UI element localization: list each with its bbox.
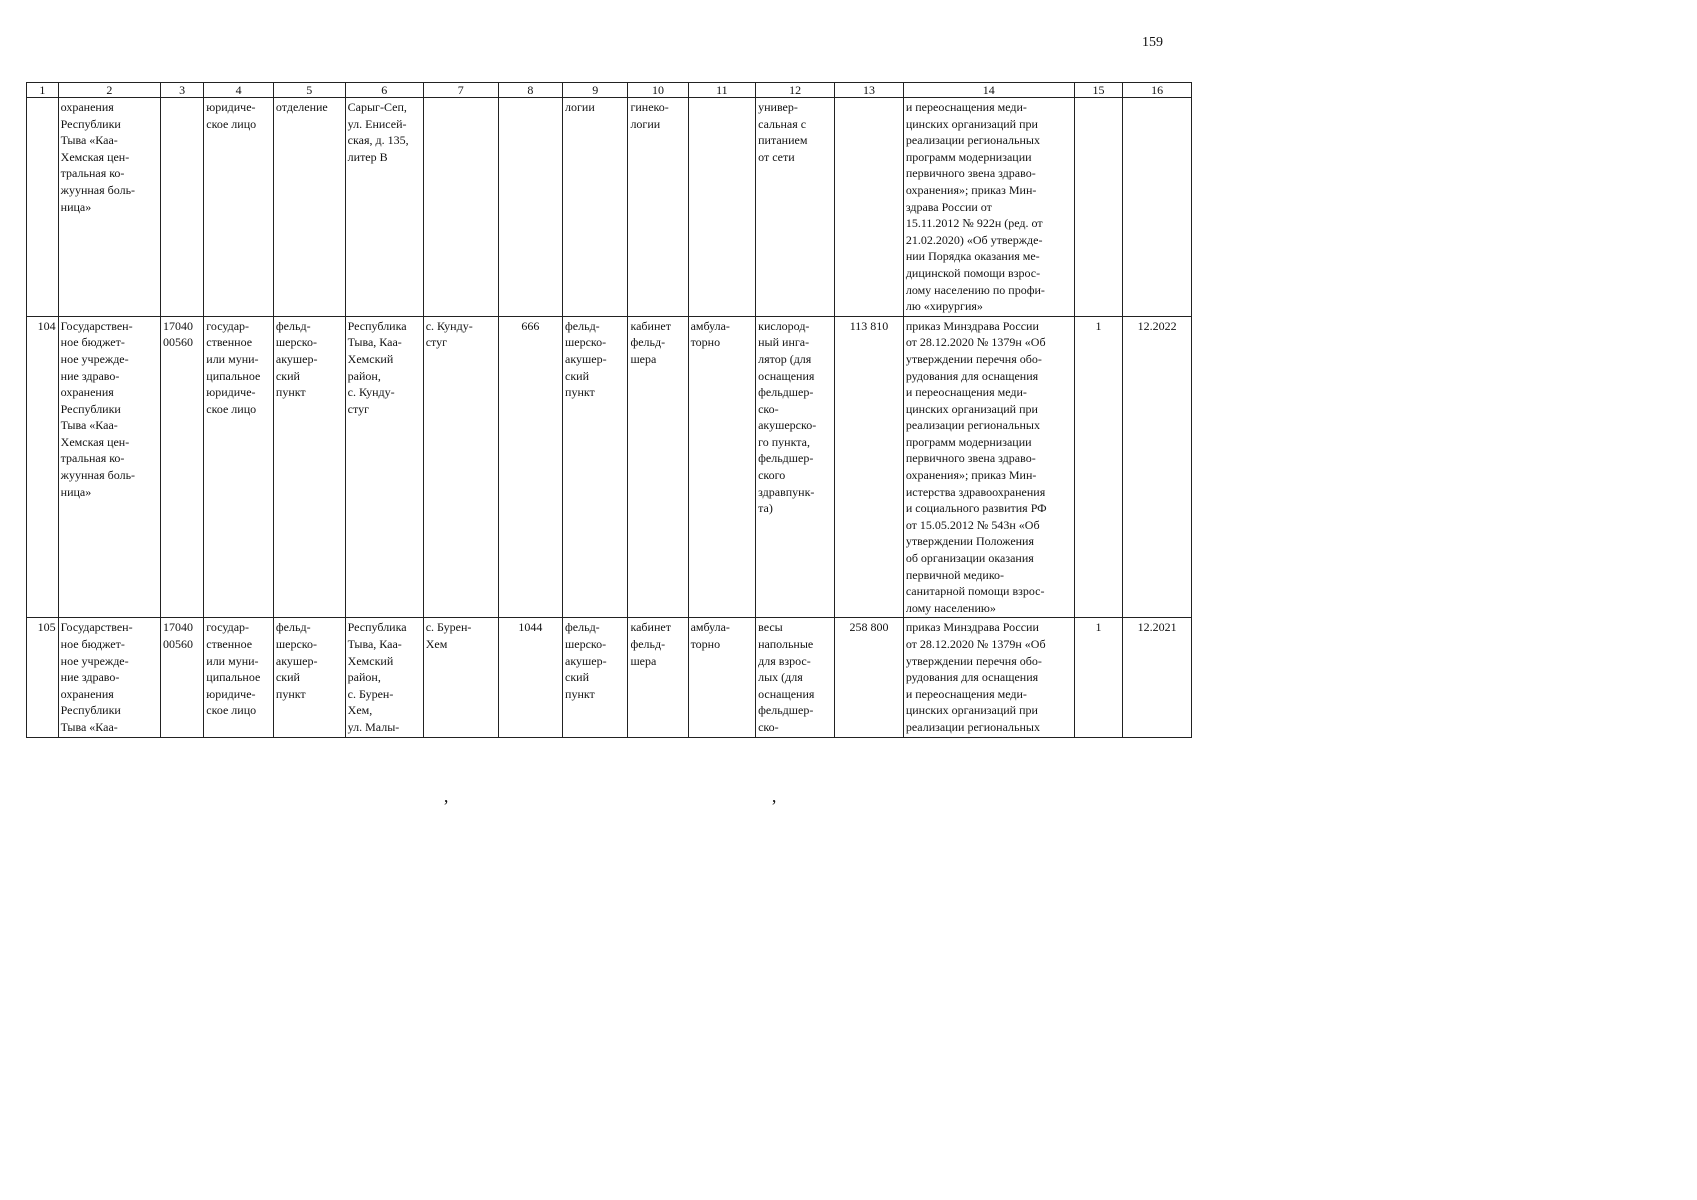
- row-number-cell: 105: [27, 618, 59, 737]
- population-cell: [498, 98, 562, 317]
- column-header: 4: [204, 83, 274, 98]
- unit-type-cell: фельд- шерско- акушер- ский пункт: [273, 316, 345, 618]
- column-header: 14: [903, 83, 1074, 98]
- equipment-cell: универ- сальная с питанием от сети: [756, 98, 835, 317]
- legal-form-cell: юридиче- ское лицо: [204, 98, 274, 317]
- table-row: [27, 316, 1192, 618]
- column-header: 16: [1123, 83, 1192, 98]
- care-form-cell: [688, 98, 756, 317]
- address-cell: Республика Тыва, Каа- Хемский район, с. Кунду- стуг: [345, 316, 423, 618]
- care-form-cell: амбула- торно: [688, 618, 756, 737]
- column-header: 13: [835, 83, 904, 98]
- basis-cell: приказ Минздрава России от 28.12.2020 № 1379н «Об утверждении перечня обо- рудования для оснащения и переоснащения меди- цинских организаций при реализации региональных программ модернизации первичного звена здраво- охранения»; приказ Мин- истерства здравоохранения и социального развития РФ от 15.05.2012 № 543н «Об утверждении Положения об организации оказания первичной медико- санитарной помощи взрос- лому населению»: [903, 316, 1074, 618]
- settlement-cell: [423, 98, 498, 317]
- page-number: 159: [1142, 35, 1163, 50]
- equipment-cell: кислород- ный инга- лятор (для оснащения фельдшер- ско- акушерско- го пункта, фельдшер- ского здравпунк- та): [756, 316, 835, 618]
- settlement-cell: с. Бурен- Хем: [423, 618, 498, 737]
- subdivision-cell: логии: [563, 98, 628, 317]
- column-header: 5: [273, 83, 345, 98]
- settlement-cell: с. Кунду- стуг: [423, 316, 498, 618]
- row-number-cell: [27, 98, 59, 317]
- basis-cell: и переоснащения меди- цинских организаций при реализации региональных программ модернизации первичного звена здраво- охранения»; приказ Мин- здрава России от 15.11.2012 № 922н (ред. от 21.02.2020) «Об утвержде- нии Порядка оказания ме- дицинской помощи взрос- лому населению по профи- лю «хирургия»: [903, 98, 1074, 317]
- cost-cell: 258 800: [835, 618, 904, 737]
- code-cell: 17040 00560: [161, 618, 204, 737]
- table-row: [27, 98, 1192, 317]
- column-header: 7: [423, 83, 498, 98]
- column-header: 1: [27, 83, 59, 98]
- population-cell: 666: [498, 316, 562, 618]
- code-cell: [161, 98, 204, 317]
- column-header: 2: [58, 83, 160, 98]
- column-header: 15: [1074, 83, 1123, 98]
- column-header: 11: [688, 83, 756, 98]
- address-cell: Республика Тыва, Каа- Хемский район, с. Бурен- Хем, ул. Малы-: [345, 618, 423, 737]
- room-cell: кабинет фельд- шера: [628, 618, 688, 737]
- quantity-cell: 1: [1074, 316, 1123, 618]
- legal-form-cell: государ- ственное или муни- ципальное юридиче- ское лицо: [204, 618, 274, 737]
- code-cell: 17040 00560: [161, 316, 204, 618]
- signature-mark: ’: [771, 796, 777, 816]
- column-header: 12: [756, 83, 835, 98]
- register-table: [26, 82, 1192, 738]
- address-cell: Сарыг-Сеп, ул. Енисей- ская, д. 135, литер В: [345, 98, 423, 317]
- table-header-row: [27, 83, 1192, 98]
- room-cell: кабинет фельд- шера: [628, 316, 688, 618]
- date-cell: [1123, 98, 1192, 317]
- unit-type-cell: фельд- шерско- акушер- ский пункт: [273, 618, 345, 737]
- column-header: 10: [628, 83, 688, 98]
- organization-name-cell: Государствен- ное бюджет- ное учрежде- ние здраво- охранения Республики Тыва «Каа- Хемская цен- тральная ко- жуунная боль- ница»: [58, 316, 160, 618]
- column-header: 6: [345, 83, 423, 98]
- unit-type-cell: отделение: [273, 98, 345, 317]
- equipment-cell: весы напольные для взрос- лых (для оснащения фельдшер- ско-: [756, 618, 835, 737]
- signature-mark: ’: [443, 796, 449, 816]
- organization-name-cell: охранения Республики Тыва «Каа- Хемская цен- тральная ко- жуунная боль- ница»: [58, 98, 160, 317]
- care-form-cell: амбула- торно: [688, 316, 756, 618]
- legal-form-cell: государ- ственное или муни- ципальное юридиче- ское лицо: [204, 316, 274, 618]
- row-number-cell: 104: [27, 316, 59, 618]
- column-header: 3: [161, 83, 204, 98]
- quantity-cell: [1074, 98, 1123, 317]
- column-header: 9: [563, 83, 628, 98]
- quantity-cell: 1: [1074, 618, 1123, 737]
- date-cell: 12.2021: [1123, 618, 1192, 737]
- subdivision-cell: фельд- шерско- акушер- ский пункт: [563, 316, 628, 618]
- population-cell: 1044: [498, 618, 562, 737]
- basis-cell: приказ Минздрава России от 28.12.2020 № 1379н «Об утверждении перечня обо- рудования для оснащения и переоснащения меди- цинских организаций при реализации региональных: [903, 618, 1074, 737]
- table-row: [27, 618, 1192, 737]
- subdivision-cell: фельд- шерско- акушер- ский пункт: [563, 618, 628, 737]
- date-cell: 12.2022: [1123, 316, 1192, 618]
- column-header: 8: [498, 83, 562, 98]
- cost-cell: [835, 98, 904, 317]
- cost-cell: 113 810: [835, 316, 904, 618]
- room-cell: гинеко- логии: [628, 98, 688, 317]
- organization-name-cell: Государствен- ное бюджет- ное учрежде- ние здраво- охранения Республики Тыва «Каа-: [58, 618, 160, 737]
